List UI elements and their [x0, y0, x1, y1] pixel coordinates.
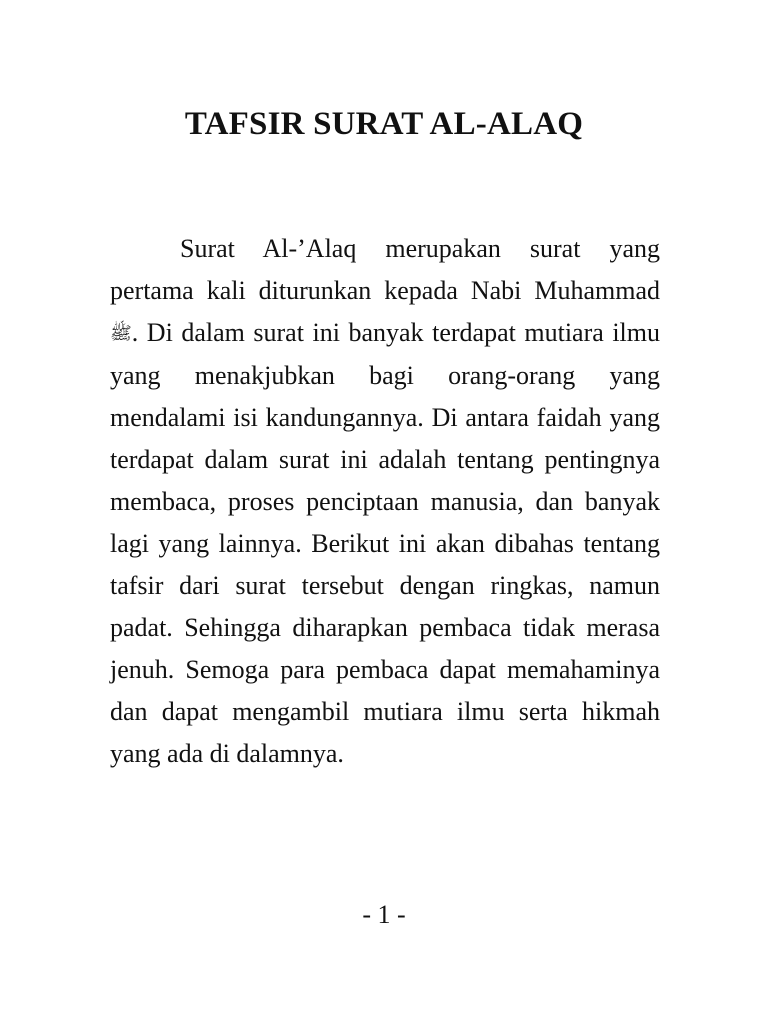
paragraph-text-part2: . Di dalam surat ini banyak terdapat mutiara ilmu yang menakjubkan bagi orang-orang yang mendalami isi kandungannya. Di antara faidah yang terdapat dalam surat ini adalah tentang pentingnya membaca, proses penciptaan manusia, dan banyak lagi yang lainnya. Berikut ini akan dibahas tentang tafsir dari surat tersebut dengan ringkas, namun padat. Sehingga diharapkan pembaca tidak merasa jenuh. Semoga para pembaca dapat memahaminya dan dapat mengambil mutiara ilmu serta hikmah yang ada di dalamnya.: [110, 318, 660, 768]
document-title: TAFSIR SURAT AL-ALAQ: [184, 106, 584, 142]
salawat-symbol: ﷺ: [110, 323, 132, 344]
page-number: - 1 -: [362, 900, 406, 929]
intro-paragraph: [110, 228, 660, 775]
paragraph-text-part1: Surat Al-’Alaq merupakan surat yang pertama kali diturunkan kepada Nabi Muhammad: [110, 234, 660, 305]
